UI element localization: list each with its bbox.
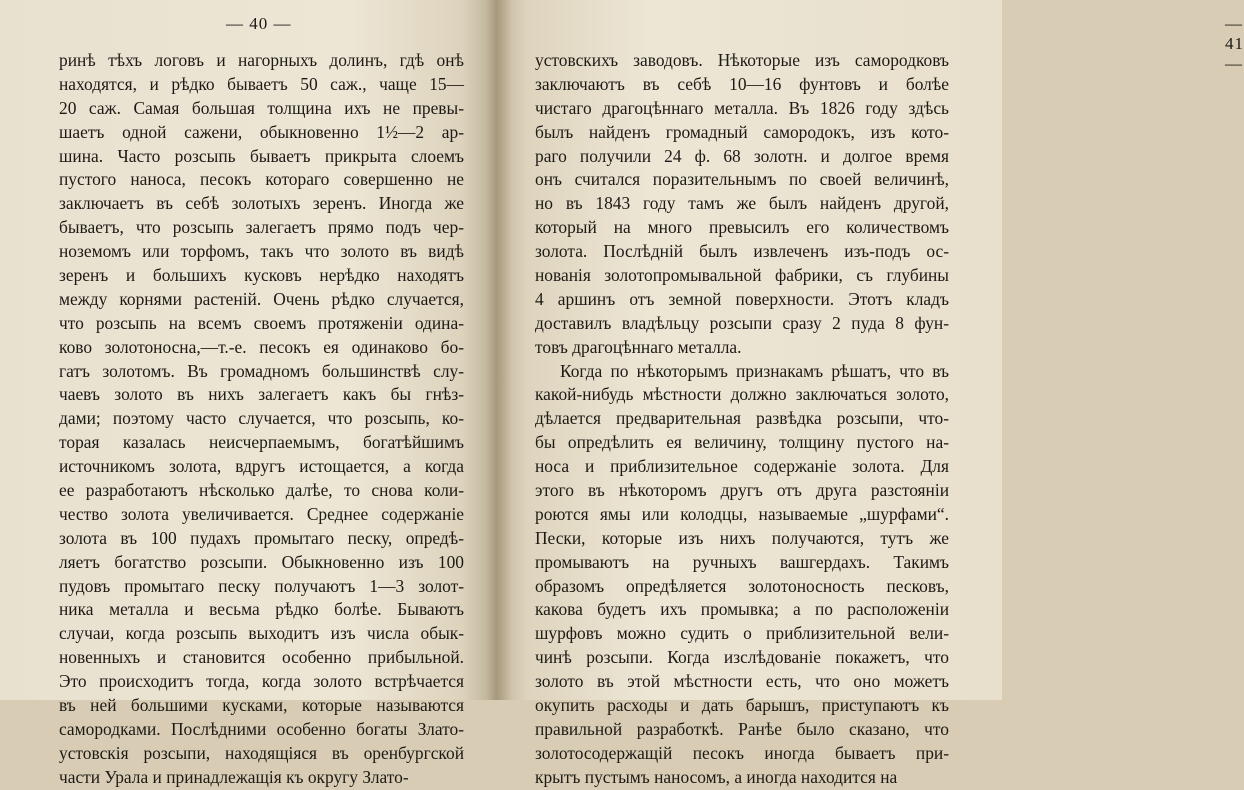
text-line: дами; поэтому часто случается, что розсыпь, ко- [59, 408, 464, 429]
text-line: источникомъ золота, вдругъ истощается, а когда [59, 456, 464, 477]
text-line: этого въ нѣкоторомъ другъ отъ друга разстояніи [535, 480, 949, 501]
text-line: Когда по нѣкоторымъ признакамъ рѣшатъ, что въ [560, 360, 949, 381]
text-line: ника металла и весьма рѣдко болѣе. Бываютъ [59, 599, 464, 620]
text-line: пустого наноса, песокъ котораго совершенно не [59, 169, 464, 190]
text-line: части Урала и принадлежащія къ округу Злато- [59, 766, 409, 787]
text-line: ково золотоносна,—т.-е. песокъ ея одинаково бо- [59, 336, 464, 357]
text-line: былъ найденъ громадный самородокъ, изъ кото- [535, 121, 949, 142]
right-page-text [535, 49, 949, 790]
text-line: заключаютъ въ себѣ 10—16 фунтовъ и болѣе [535, 73, 949, 94]
text-line: шаетъ одной сажени, обыкновенно 1½—2 ар- [59, 121, 464, 142]
text-line: золотосодержащій песокъ иногда бываетъ при- [535, 742, 949, 763]
text-line: который на много превысилъ его количествомъ [535, 217, 949, 238]
text-line: ноземомъ или торфомъ, такъ что золото въ видѣ [59, 241, 464, 262]
text-line: крытъ пустымъ наносомъ, а иногда находится на [535, 766, 898, 787]
text-line: шина. Часто розсыпь бываетъ прикрыта слоемъ [59, 145, 464, 166]
text-line: гатъ золотомъ. Въ громадномъ большинствѣ слу- [59, 360, 464, 381]
text-line: чинѣ розсыпи. Когда изслѣдованіе покажетъ, что [535, 647, 949, 668]
text-line: ринѣ тѣхъ логовъ и нагорныхъ долинъ, гдѣ онѣ [59, 50, 464, 70]
text-line: самородками. Послѣдними особенно богаты Злато- [59, 718, 464, 739]
text-line: чистаго драгоцѣннаго металла. Въ 1826 году здѣсь [535, 97, 949, 118]
text-line: новенныхъ и становится особенно прибыльной. [59, 647, 464, 668]
page-number-right: — 41 — [1225, 14, 1244, 73]
text-line: золота въ 100 пудахъ промытаго песку, опредѣ- [59, 527, 464, 548]
text-line: нованія золотопромывальной фабрики, съ глубины [535, 265, 949, 286]
text-line: бываетъ, что розсыпь залегаетъ прямо подъ чер- [59, 217, 464, 238]
text-line: носа и приблизительное содержаніе золота. Для [535, 456, 949, 477]
text-line: шурфовъ можно судить о приблизительной вели- [535, 623, 949, 644]
text-line: какова будетъ ихъ промывка; а по расположеніи [535, 599, 949, 620]
text-line: ляетъ богатство розсыпи. Обыкновенно изъ 100 [59, 551, 464, 572]
left-page-text [59, 49, 464, 790]
text-line: торая казалась неисчерпаемымъ, богатѣйшимъ [59, 432, 464, 453]
text-line: чаевъ золото въ нихъ залегаетъ какъ бы гнѣз- [59, 384, 464, 405]
text-line: ее разработаютъ нѣсколько далѣе, то снова коли- [59, 480, 464, 501]
text-line: чество золота увеличивается. Среднее содержаніе [59, 503, 464, 524]
text-line: окупить расходы и дать барышъ, приступаютъ къ [535, 695, 949, 716]
text-line: зеренъ и большихъ кусковъ нерѣдко находятъ [59, 265, 464, 286]
text-line: роются ямы или колодцы, называемые „шурфами“. [535, 503, 949, 524]
text-line: доставилъ владѣльцу розсыпи сразу 2 пуда 8 фун- [535, 312, 949, 333]
text-line: бы опредѣлить ея величину, толщину пустого на- [535, 432, 949, 453]
page-number-left: — 40 — [226, 14, 292, 33]
text-line: устовскихъ заводовъ. Нѣкоторые изъ самородковъ [535, 50, 949, 70]
text-line: образомъ опредѣляется золотоносность песковъ, [535, 575, 949, 596]
text-line: заключаетъ въ себѣ золотыхъ зеренъ. Иногда же [59, 193, 464, 214]
text-line: какой-нибудь мѣстности должно заключаться золото, [535, 384, 949, 405]
right-page [497, 0, 1244, 787]
text-line: дѣлается предварительная развѣдка розсыпи, что- [535, 408, 949, 429]
text-line: раго получили 24 ф. 68 золотн. и долгое время [535, 145, 949, 166]
text-line: Это происходитъ тогда, когда золото встрѣчается [59, 671, 464, 692]
text-line: 4 аршинъ отъ земной поверхности. Этотъ кладъ [535, 288, 949, 309]
text-line: между корнями растеній. Очень рѣдко случается, [59, 288, 464, 309]
text-line: случаи, когда розсыпь выходитъ изъ числа обык- [59, 623, 464, 644]
text-line: Пески, которые изъ нихъ получаются, тутъ же [535, 527, 949, 548]
text-line: что розсыпь на всемъ своемъ протяженіи одина- [59, 312, 464, 333]
text-line: но въ 1843 году тамъ же былъ найденъ другой, [535, 193, 949, 214]
text-line: товъ драгоцѣннаго металла. [535, 336, 742, 357]
text-line: золота. Послѣдній былъ извлеченъ изъ-подъ ос- [535, 241, 949, 262]
text-line: онъ считался поразительнымъ по своей величинѣ, [535, 169, 949, 190]
text-line: промываютъ на ручныхъ вашгердахъ. Такимъ [535, 551, 949, 572]
left-page [0, 0, 497, 787]
text-line: 20 саж. Самая большая толщина ихъ не превы- [59, 97, 464, 118]
text-line: находятся, и рѣдко бываетъ 50 саж., чаще 15— [59, 73, 464, 94]
text-line: золото въ этой мѣстности есть, что оно можетъ [535, 671, 949, 692]
text-line: пудовъ промытаго песку получаютъ 1—3 золот- [59, 575, 464, 596]
text-line: устовскія розсыпи, находящіяся въ оренбургской [59, 742, 464, 763]
text-line: въ ней большими кусками, которые называются [59, 695, 464, 716]
text-line: правильной разработкѣ. Ранѣе было сказано, что [535, 718, 949, 739]
